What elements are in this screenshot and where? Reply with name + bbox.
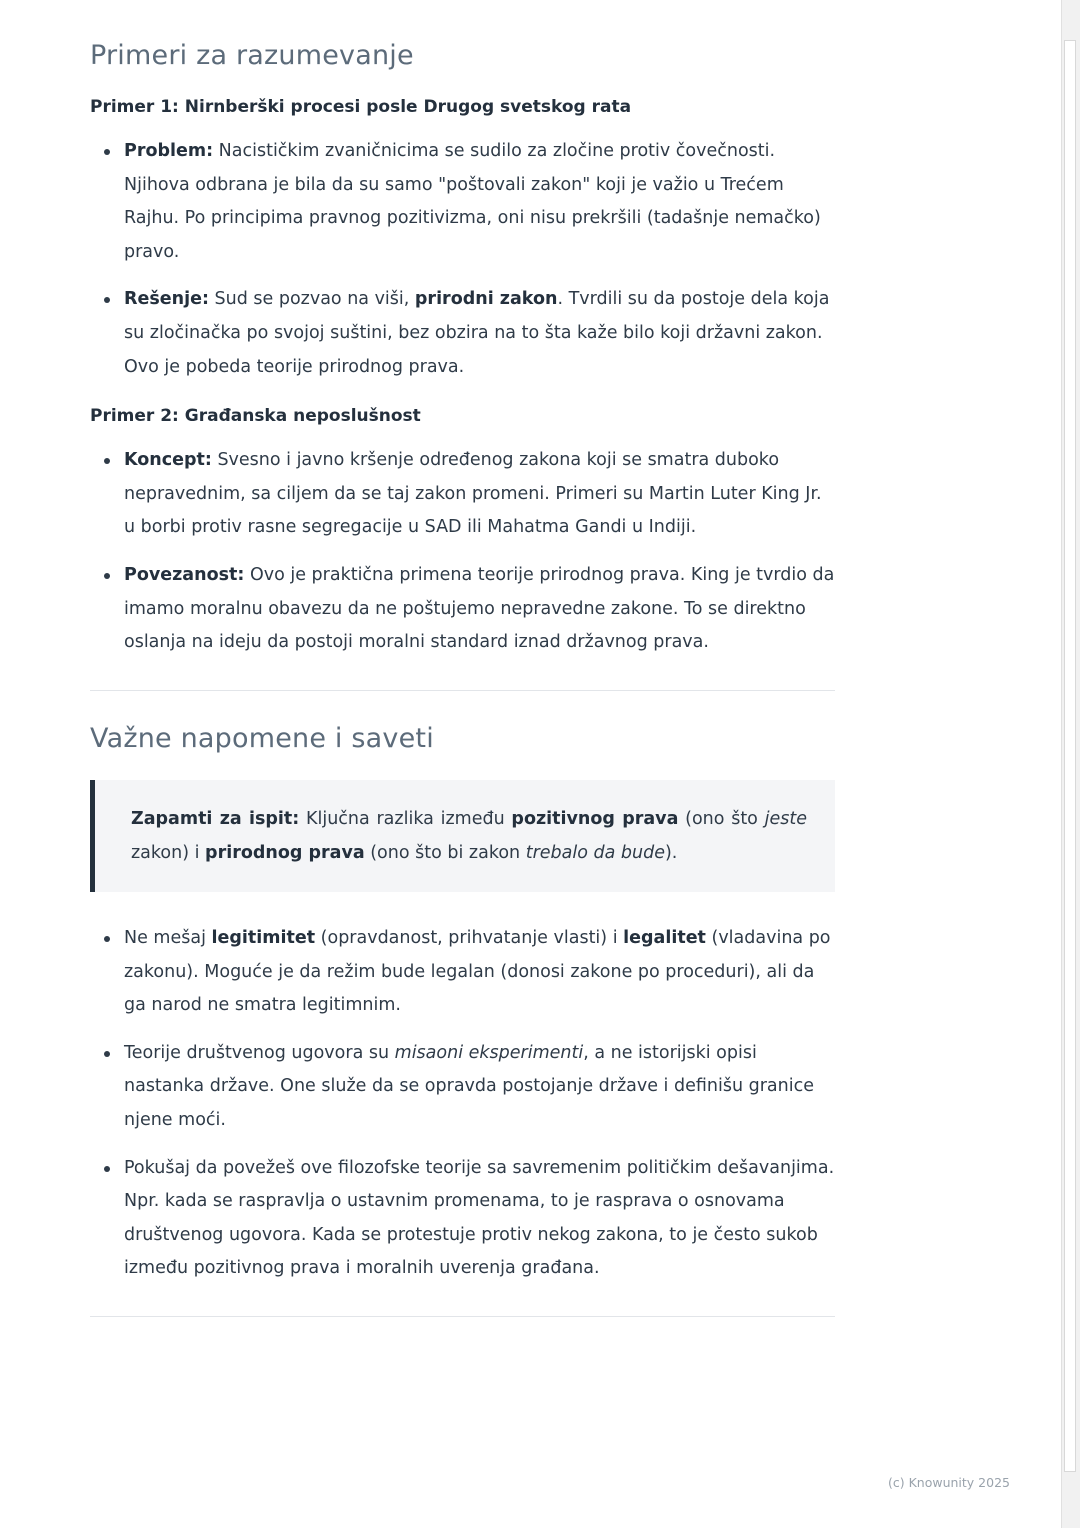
bullet-text-part2: . Tvrdili su da postoje dela koja su zločinačka po svojoj suštini, bez obzira na to šta kaže bilo koji državni zakon. Ovo je pobeda teorije prirodnog prava. (124, 289, 830, 377)
copyright-footer: (c) Knowunity 2025 (888, 1475, 1010, 1490)
list-item (124, 283, 835, 384)
bullet-lead: Rešenje: (124, 289, 209, 310)
list-item (124, 922, 835, 1023)
bullet-lead: Problem: (124, 141, 214, 161)
example-2-heading: Primer 2: Građanska neposlušnost (90, 406, 421, 427)
list-item (124, 559, 835, 660)
callout-italic-1: jeste (764, 808, 808, 829)
bullet-lead: Povezanost: (124, 564, 245, 585)
list-item (124, 135, 835, 269)
callout-lead: Zapamti za ispit: (131, 808, 300, 829)
bullet-emphasis: prirodni zakon (414, 289, 558, 310)
example-1-heading: Primer 1: Nirnberški procesi posle Drugog svetskog rata (90, 97, 632, 117)
callout-part2: (ono što (678, 808, 765, 829)
callout-bold-2: prirodnog prava (205, 842, 365, 863)
exam-tip-callout (90, 780, 835, 892)
example-2-list (90, 444, 835, 660)
section-divider (90, 690, 835, 691)
bullet-part1: Teorije društvenog ugovora su (124, 1042, 395, 1063)
bullet-lead: Koncept: (124, 450, 212, 471)
bullet-part3: (vladavina po zakonu). Moguće je da režim bude legalan (donosi zakone po proceduri), ali da ga narod ne smatra legitimnim. (124, 927, 831, 1016)
bullet-text-part1: Sud se pozvao na viši, (208, 289, 415, 310)
section-title-notes: Važne napomene i saveti (90, 722, 434, 754)
callout-part5: ). (664, 842, 678, 863)
bullet-part1: Pokušaj da povežeš ove filozofske teorije sa savremenim političkim dešavanjima. Npr. kada se raspravlja o ustavnim promenama, to je rasprava o osnovama društvenog ugovora. Kada se protestuje protiv nekog zakona, to je često sukob između pozitivnog prava i moralnih uverenja građana. (124, 1157, 835, 1279)
callout-text (131, 802, 807, 870)
callout-bold-1: pozitivnog prava (511, 808, 679, 829)
bullet-part1: Ne mešaj (124, 927, 212, 948)
bullet-bold-1: legitimitet (211, 927, 316, 948)
bullet-bold-2: legalitet (623, 927, 706, 948)
bullet-text: Nacističkim zvaničnicima se sudilo za zločine protiv čovečnosti. Njihova odbrana je bila da su samo "poštovali zakon" koji je važio u Trećem Rajhu. Po principima pravnog pozitivizma, oni nisu prekršili (tadašnje nemačko) pravo. (124, 141, 821, 262)
list-item (124, 444, 835, 545)
callout-part4: (ono što bi zakon (364, 842, 526, 863)
document-content (90, 40, 835, 1349)
bullet-italic-1: misaoni eksperimenti (394, 1042, 584, 1063)
list-item (124, 1037, 835, 1138)
bullet-part2: , a ne istorijski opisi nastanka države. One služe da se opravda postojanje države i definišu granice njene moći. (124, 1042, 814, 1130)
section-divider-bottom (90, 1316, 835, 1317)
bullet-text: Ovo je praktična primena teorije prirodnog prava. King je tvrdio da imamo moralnu obavezu da ne poštujemo nepravedne zakone. To se direktno oslanja na ideju da postoji moralni standard iznad državnog prava. (124, 564, 835, 653)
bullet-text: Svesno i javno kršenje određenog zakona koji se smatra duboko nepravednim, sa ciljem da se taj zakon promeni. Primeri su Martin Luter King Jr. u borbi protiv rasne segregacije u SAD ili Mahatma Gandi u Indiji. (124, 450, 822, 538)
callout-part1: Ključna razlika između (299, 808, 512, 829)
scrollbar-thumb[interactable] (1064, 40, 1076, 1472)
callout-part3: zakon) i (131, 842, 206, 863)
bullet-part2: (opravdanost, prihvatanje vlasti) i (315, 927, 624, 948)
callout-italic-2: trebalo da bude (525, 842, 665, 863)
list-item (124, 1152, 835, 1286)
scrollbar[interactable] (1061, 0, 1080, 1528)
example-1-list (90, 135, 835, 384)
notes-list (90, 922, 835, 1286)
page-title: Primeri za razumevanje (90, 40, 414, 71)
